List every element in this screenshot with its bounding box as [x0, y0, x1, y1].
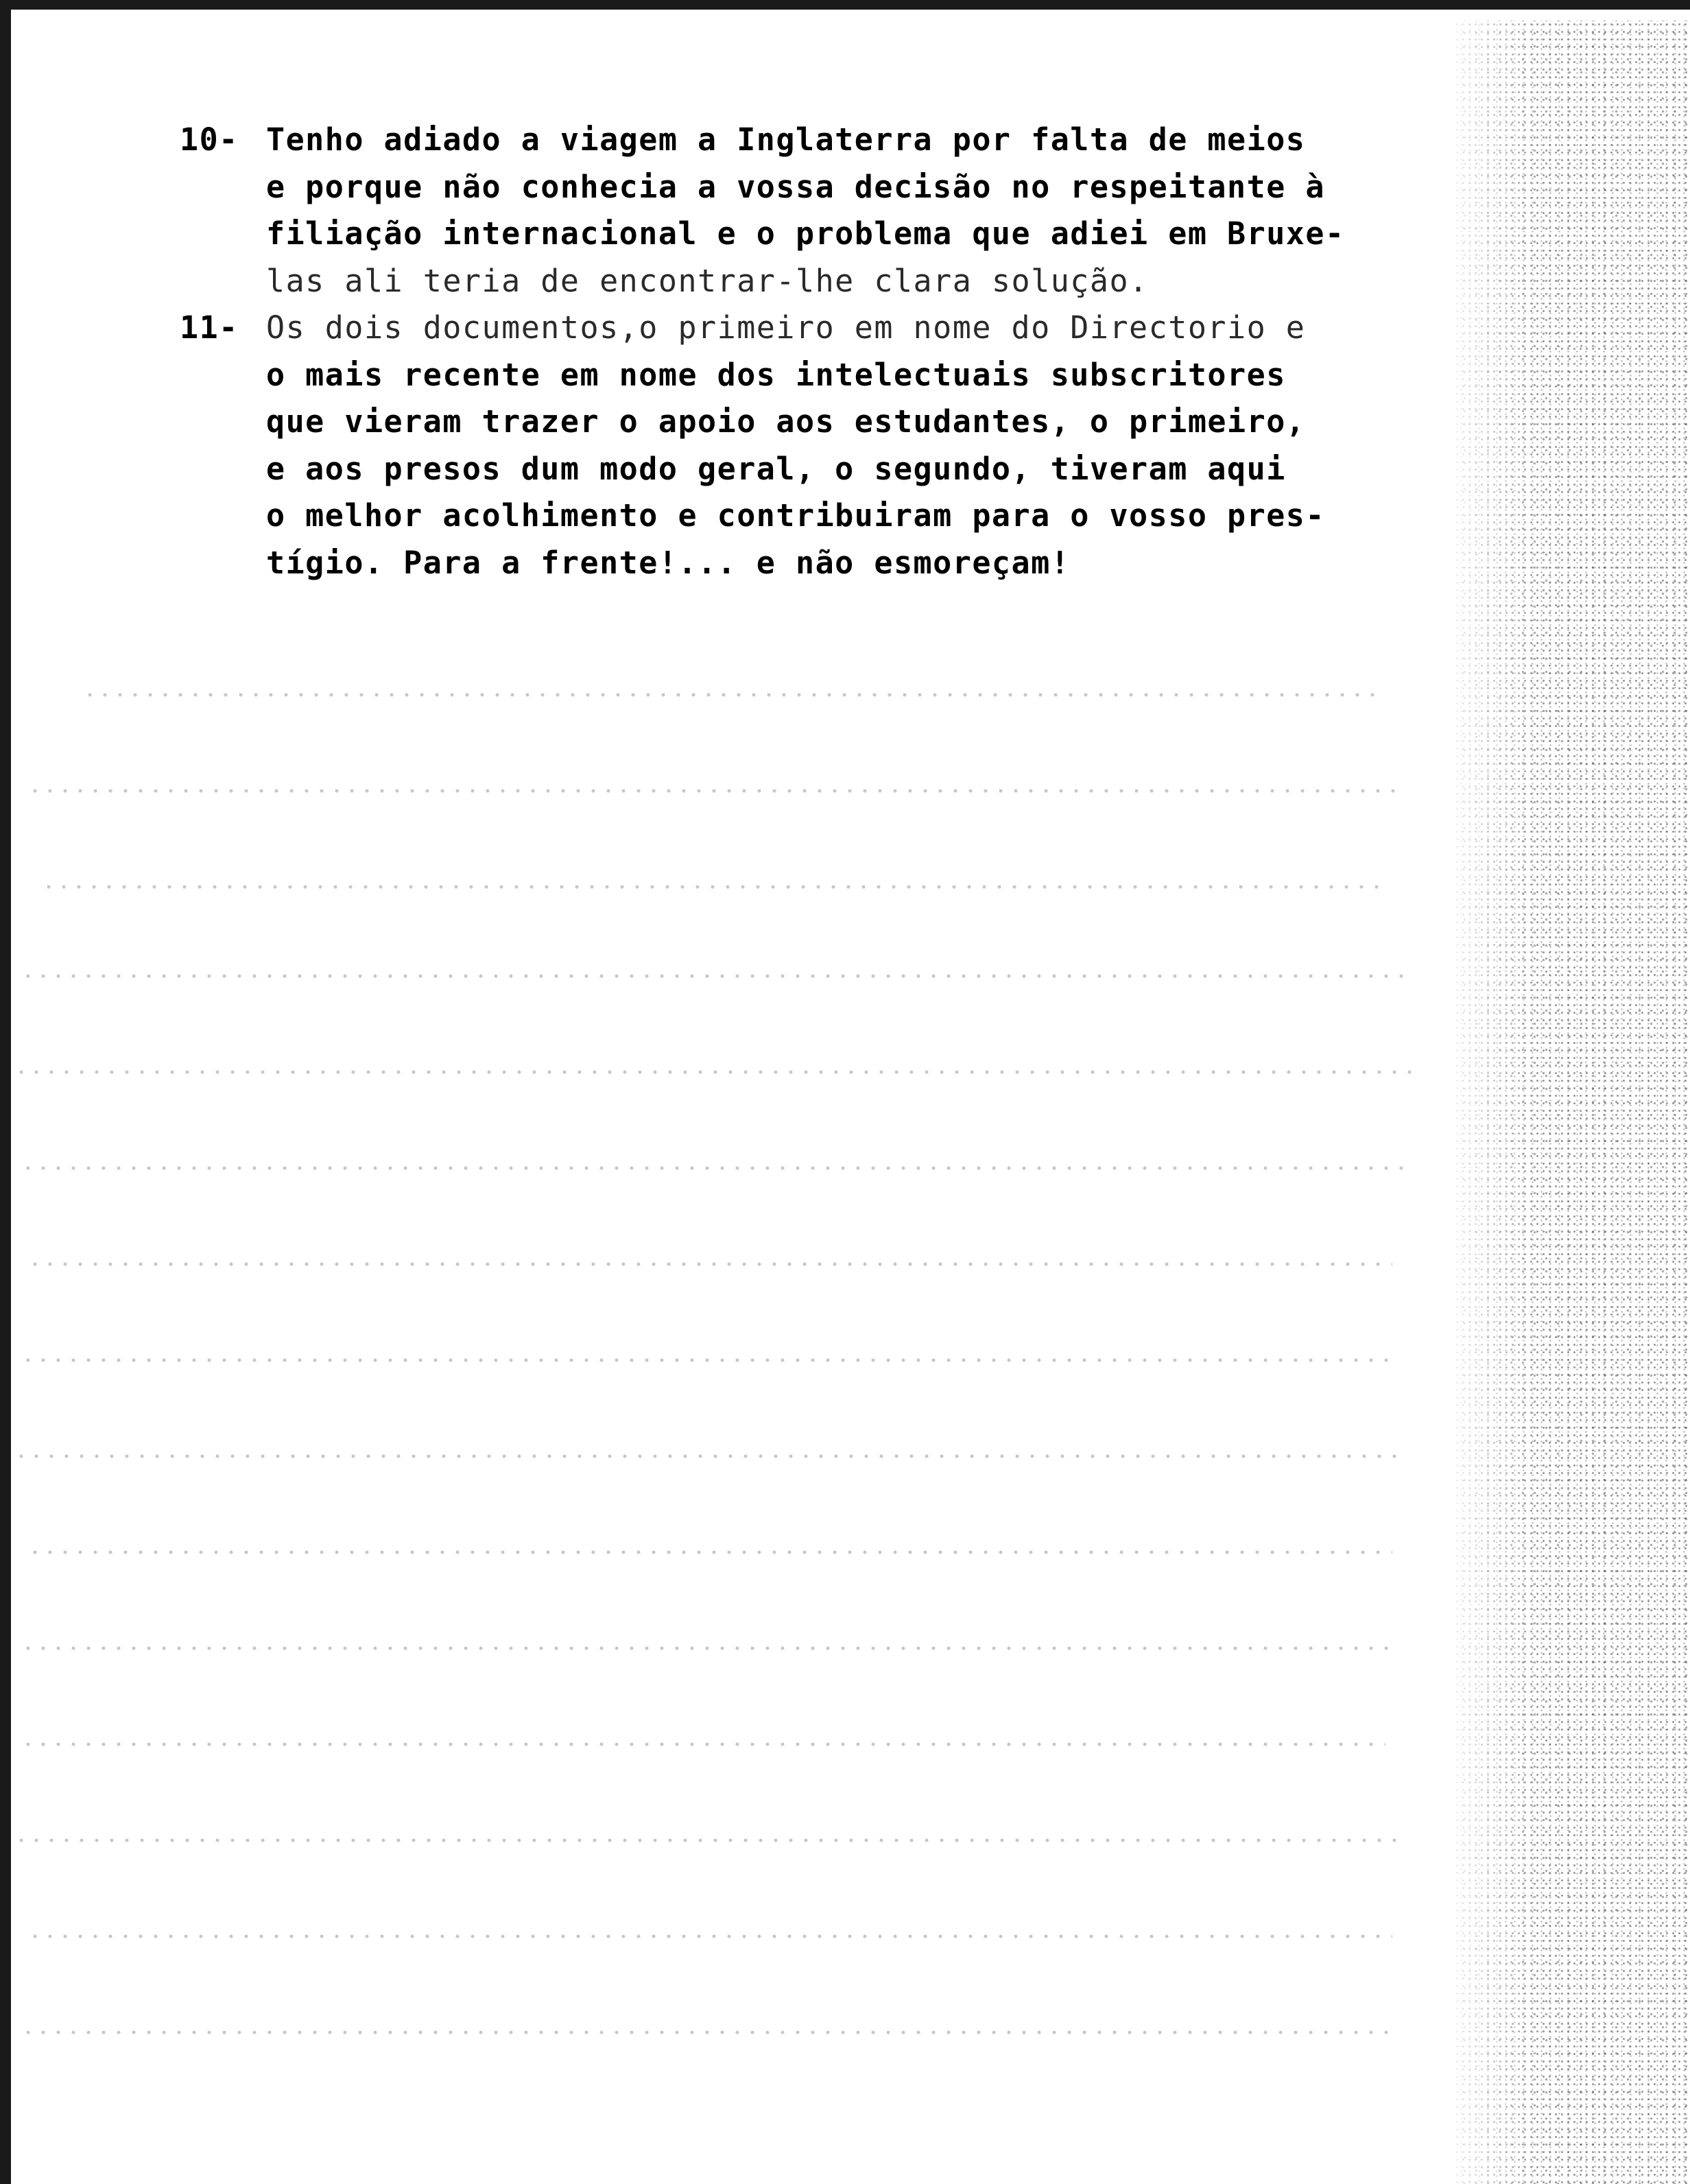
numbered-paragraph-10: [180, 117, 1414, 305]
numbered-paragraph-11: [180, 305, 1414, 586]
bleed-through-line: [21, 1358, 1399, 1362]
bleed-through-line: [82, 693, 1385, 697]
bleed-through-line: [21, 2030, 1392, 2034]
bleed-through-line: [41, 885, 1379, 889]
paragraph-line: las ali teria de encontrar-lhe clara solução.: [266, 262, 1149, 299]
paragraph-line: filiação internacional e o problema que adiei em Bruxe-: [266, 215, 1345, 252]
scan-border-top: [0, 0, 1690, 10]
paragraph-line: que vieram trazer o apoio aos estudantes, o primeiro,: [266, 403, 1306, 440]
bleed-through-line: [21, 1166, 1413, 1170]
bleed-through-line: [21, 974, 1413, 978]
bleed-through-line: [14, 1454, 1406, 1458]
bleed-through-line: [21, 1646, 1392, 1650]
bleed-through-line: [14, 1838, 1406, 1842]
typed-letter-body: [180, 117, 1414, 586]
paragraph-number: 10-: [180, 121, 239, 158]
paragraph-line: Os dois documentos,o primeiro em nome do Directorio e: [266, 309, 1306, 346]
scan-border-left: [0, 0, 11, 2184]
paragraph-line: e aos presos dum modo geral, o segundo, tiveram aqui: [266, 450, 1286, 487]
paragraph-line: tígio. Para a frente!... e não esmoreçam!: [266, 544, 1071, 581]
bleed-through-line: [14, 1070, 1413, 1074]
paper-edge-texture: [1454, 21, 1690, 2184]
bleed-through-line: [27, 1262, 1392, 1266]
paragraph-line: o mais recente em nome dos intelectuais subscritores: [266, 356, 1286, 393]
bleed-through-line: [21, 1742, 1385, 1746]
paragraph-line: e porque não conhecia a vossa decisão no respeitante à: [266, 168, 1325, 205]
bleed-through-line: [27, 1934, 1392, 1938]
bleed-through-line: [27, 789, 1399, 793]
bleed-through-line: [27, 1550, 1392, 1554]
paragraph-line: o melhor acolhimento e contribuiram para o vosso pres-: [266, 497, 1325, 534]
paragraph-line: Tenho adiado a viagem a Inglaterra por falta de meios: [266, 121, 1306, 158]
paragraph-number: 11-: [180, 309, 239, 346]
